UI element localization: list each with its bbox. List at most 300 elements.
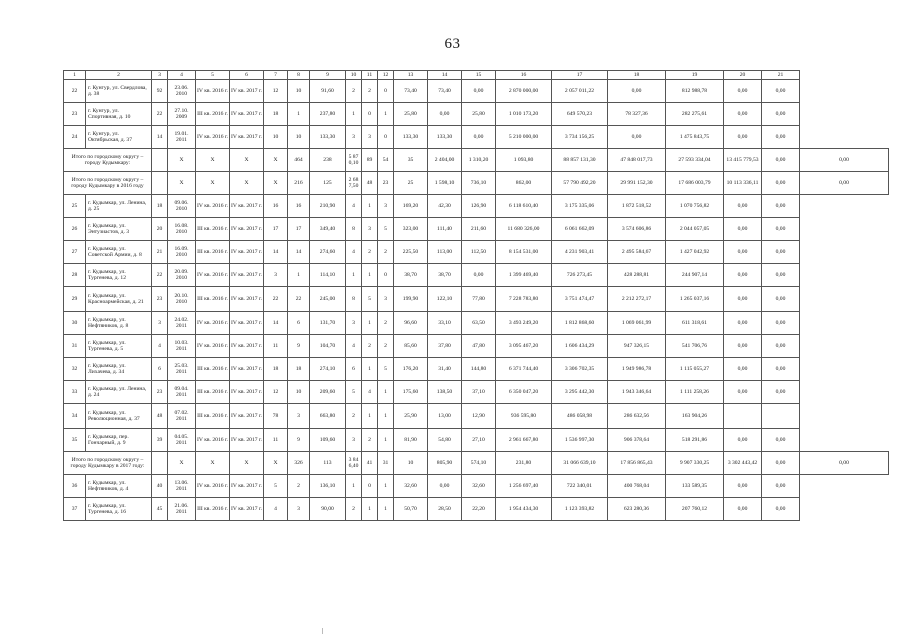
table-cell: 1 <box>378 404 394 429</box>
total-label: Итого по городскому округу – городу Кудымкару: <box>64 149 152 172</box>
table-cell: X <box>168 172 196 195</box>
table-cell: 20.09. 2010 <box>168 264 196 287</box>
table-cell: 5 <box>378 358 394 381</box>
table-cell: 6 350 047,20 <box>496 381 552 404</box>
table-cell: 3 <box>346 126 362 149</box>
table-cell: 3 751 474,47 <box>552 287 608 312</box>
table-cell: 0,00 <box>762 381 800 404</box>
table-cell: 3 493 249,20 <box>496 312 552 335</box>
table-cell: IV кв. 2016 г. <box>196 80 230 103</box>
table-cell: IV кв. 2017 г. <box>230 404 264 429</box>
table-cell: 0,00 <box>762 498 800 521</box>
total-label: Итого по городскому округу – городу Кудымкару в 2017 году: <box>64 452 152 475</box>
table-cell: 5 <box>362 287 378 312</box>
table-cell: 1 <box>362 498 378 521</box>
table-cell: 1 949 986,78 <box>608 358 666 381</box>
table-row <box>64 103 889 126</box>
table-cell: 0,00 <box>800 172 889 195</box>
table-cell: 169,20 <box>394 195 428 218</box>
table-cell: 0,00 <box>762 335 800 358</box>
table-cell: 1 606 434,29 <box>552 335 608 358</box>
table-cell: 17 <box>264 218 288 241</box>
table-cell: 1 070 756,82 <box>666 195 724 218</box>
header-cell: 1 <box>64 71 86 80</box>
table-cell: 4 <box>346 335 362 358</box>
address-cell: г. Кудымкар, ул. Нефтяников, д. 8 <box>86 312 152 335</box>
table-cell: 4 <box>346 195 362 218</box>
table-cell: 6 061 662,09 <box>552 218 608 241</box>
table-cell: 2 044 057,05 <box>666 218 724 241</box>
table-cell: IV кв. 2017 г. <box>230 358 264 381</box>
table-cell: III кв. 2016 г. <box>196 404 230 429</box>
header-cell: 3 <box>152 71 168 80</box>
address-cell: г. Кунгур, ул. Спортивная, д. 10 <box>86 103 152 126</box>
table-cell: 48 <box>362 172 378 195</box>
table-cell: 0,00 <box>724 381 762 404</box>
table-cell: 4 <box>152 335 168 358</box>
table-cell: 0,00 <box>762 358 800 381</box>
table-cell: 31 <box>64 335 86 358</box>
table-cell: 5 210 000,00 <box>496 126 552 149</box>
table-row <box>64 335 889 358</box>
table-cell: 10 <box>288 80 310 103</box>
table-cell: 112,50 <box>462 241 496 264</box>
table-cell: 122,10 <box>428 287 462 312</box>
table-cell: 1 <box>362 404 378 429</box>
address-cell: г. Кудымкар, ул. Советской Армии, д. 8 <box>86 241 152 264</box>
table-cell: 133,30 <box>394 126 428 149</box>
table-cell: 0,00 <box>724 80 762 103</box>
table-cell: 2 <box>378 241 394 264</box>
table-cell: 22 <box>64 80 86 103</box>
table-cell: 22 <box>152 103 168 126</box>
table-cell: 125 <box>310 172 346 195</box>
address-cell: г. Кудымкар, ул. Тургенева, д. 12 <box>86 264 152 287</box>
table-row <box>64 381 889 404</box>
table-cell: 1 115 055,27 <box>666 358 724 381</box>
table-cell: 0,00 <box>762 241 800 264</box>
table-cell: 722 340,01 <box>552 475 608 498</box>
table-cell: 0,00 <box>724 103 762 126</box>
header-cell: 15 <box>462 71 496 80</box>
table-cell: 1 399 469,40 <box>496 264 552 287</box>
table-cell: 30 <box>64 312 86 335</box>
table-cell: 63,50 <box>462 312 496 335</box>
table-cell: 0,00 <box>724 126 762 149</box>
address-cell: г. Кудымкар, ул. Тургенева, д. 16 <box>86 498 152 521</box>
table-cell: 17 686 003,79 <box>666 172 724 195</box>
table-cell: 0,00 <box>800 149 889 172</box>
data-table <box>63 70 889 521</box>
table-cell: 9 <box>288 335 310 358</box>
table-cell: 11 680 326,00 <box>496 218 552 241</box>
table-cell: 3 <box>288 404 310 429</box>
table-cell: 42,30 <box>428 195 462 218</box>
table-cell: 20.10. 2010 <box>168 287 196 312</box>
table-cell: IV кв. 2017 г. <box>230 429 264 452</box>
table-cell: 0,00 <box>724 312 762 335</box>
address-cell: г. Кудымкар, ул. Нефтяников, д. 4 <box>86 475 152 498</box>
table-cell: 209,60 <box>310 381 346 404</box>
table-cell: 3 095 467,20 <box>496 335 552 358</box>
table-cell: 25,80 <box>394 103 428 126</box>
table-cell <box>152 172 168 195</box>
table-cell: 18 <box>152 195 168 218</box>
table-cell: 1 <box>378 475 394 498</box>
table-cell: 0,00 <box>762 218 800 241</box>
header-cell: 5 <box>196 71 230 80</box>
table-cell: 5 <box>264 475 288 498</box>
table-cell: 54 <box>378 149 394 172</box>
table-cell: 0,00 <box>608 80 666 103</box>
table-cell: 486 058,98 <box>552 404 608 429</box>
total-row <box>64 149 889 172</box>
table-cell: 175,60 <box>394 381 428 404</box>
table-cell: 0,00 <box>762 287 800 312</box>
table-cell: 13 415 779,53 <box>724 149 762 172</box>
table-cell: 04.05. 2011 <box>168 429 196 452</box>
table-cell: 4 <box>346 241 362 264</box>
header-cell: 7 <box>264 71 288 80</box>
table-cell: 0,00 <box>724 475 762 498</box>
table-cell: X <box>264 172 288 195</box>
table-cell: 27 593 334,04 <box>666 149 724 172</box>
table-cell: 5 <box>378 218 394 241</box>
table-cell: 18 <box>288 358 310 381</box>
table-cell: 37,10 <box>462 381 496 404</box>
table-cell: 57 790 492,20 <box>552 172 608 195</box>
table-cell: 2 <box>378 335 394 358</box>
table-cell: 0,00 <box>762 149 800 172</box>
table-cell: 1 069 061,99 <box>608 312 666 335</box>
table-cell: 8 <box>346 287 362 312</box>
table-cell: 0,00 <box>762 172 800 195</box>
table-cell: 0,00 <box>762 195 800 218</box>
table-cell: 216 <box>288 172 310 195</box>
table-cell: IV кв. 2017 г. <box>230 498 264 521</box>
address-cell: г. Кунгур, ул. Свердлова, д. 38 <box>86 80 152 103</box>
table-cell: 245,00 <box>310 287 346 312</box>
table-cell: 12 <box>264 381 288 404</box>
table-cell: 3 <box>264 264 288 287</box>
table-cell: 1 <box>362 358 378 381</box>
table-cell: IV кв. 2016 г. <box>196 429 230 452</box>
table-cell: 32 <box>64 358 86 381</box>
table-cell: 1 475 843,75 <box>666 126 724 149</box>
table-cell: 26 <box>64 218 86 241</box>
table-cell: X <box>264 149 288 172</box>
header-cell: 12 <box>378 71 394 80</box>
table-cell: 10 <box>394 452 428 475</box>
table-cell: 0 <box>378 80 394 103</box>
table-cell: 1 536 997,30 <box>552 429 608 452</box>
table-cell: 0,00 <box>762 264 800 287</box>
table-cell: 89 <box>362 149 378 172</box>
address-cell: г. Кудымкар, ул. Красноармейская, д. 21 <box>86 287 152 312</box>
table-row <box>64 429 889 452</box>
table-cell: 3 574 606,86 <box>608 218 666 241</box>
table-cell: 17 856 865,43 <box>608 452 666 475</box>
table-cell: 812 988,78 <box>666 80 724 103</box>
table-cell: 611 318,61 <box>666 312 724 335</box>
table-cell: 2 <box>378 312 394 335</box>
table-cell: 274,10 <box>310 358 346 381</box>
header-cell: 16 <box>496 71 552 80</box>
table-cell: 31,40 <box>428 358 462 381</box>
table-cell: IV кв. 2016 г. <box>196 264 230 287</box>
table-cell: 96,60 <box>394 312 428 335</box>
table-cell: X <box>196 452 230 475</box>
table-cell: 07.02. 2011 <box>168 404 196 429</box>
table-cell: IV кв. 2016 г. <box>196 195 230 218</box>
table-cell: 2 <box>346 498 362 521</box>
table-cell: 574,10 <box>462 452 496 475</box>
table-cell: 1 <box>346 103 362 126</box>
header-cell: 6 <box>230 71 264 80</box>
table-row <box>64 218 889 241</box>
table-cell: 13.06. 2011 <box>168 475 196 498</box>
table-cell: 0,00 <box>462 126 496 149</box>
table-cell: 36 <box>64 475 86 498</box>
table-cell: 14 <box>288 241 310 264</box>
table-cell: X <box>230 452 264 475</box>
table-cell: 09.04. 2011 <box>168 381 196 404</box>
table-cell: 24 <box>64 126 86 149</box>
table-cell: 22 <box>288 287 310 312</box>
table-cell: 0,00 <box>800 452 889 475</box>
table-cell: 1 111 258,26 <box>666 381 724 404</box>
address-cell: г. Кудымкар, ул. Ленина, д. 24 <box>86 381 152 404</box>
table-cell: 29 <box>64 287 86 312</box>
table-cell: 906 378,64 <box>608 429 666 452</box>
table-cell: IV кв. 2017 г. <box>230 218 264 241</box>
table-cell: 199,90 <box>394 287 428 312</box>
table-cell: 4 <box>362 381 378 404</box>
table-cell: 29 991 152,30 <box>608 172 666 195</box>
table-cell: 2 <box>288 475 310 498</box>
table-cell: 326 <box>288 452 310 475</box>
table-cell: 113,00 <box>428 241 462 264</box>
table-cell: 18 <box>264 358 288 381</box>
table-cell: 2 <box>362 241 378 264</box>
table-row <box>64 126 889 149</box>
table-cell: 2 687,50 <box>346 172 362 195</box>
table-cell: 23.06. 2010 <box>168 80 196 103</box>
table-cell: 14 <box>264 312 288 335</box>
table-cell: 19.01. 2011 <box>168 126 196 149</box>
table-cell: 31 <box>378 452 394 475</box>
table-cell: 163 904,26 <box>666 404 724 429</box>
table-cell: 39 <box>152 429 168 452</box>
table-cell: 1 <box>288 103 310 126</box>
table-cell: 2 404,00 <box>428 149 462 172</box>
table-cell: 11 <box>264 429 288 452</box>
table-cell: 207 760,12 <box>666 498 724 521</box>
table-cell: 1 812 868,60 <box>552 312 608 335</box>
table-cell: 0,00 <box>428 475 462 498</box>
header-cell: 8 <box>288 71 310 80</box>
table-cell: 2 <box>362 429 378 452</box>
table-cell: 3 <box>378 287 394 312</box>
table-cell: IV кв. 2017 г. <box>230 381 264 404</box>
table-cell: 41 <box>362 452 378 475</box>
table-cell: 231,80 <box>496 452 552 475</box>
table-cell: 3 306 702,35 <box>552 358 608 381</box>
table-cell: 133 589,35 <box>666 475 724 498</box>
table-cell: 40 <box>152 475 168 498</box>
table-row <box>64 195 889 218</box>
table-cell: 27 <box>64 241 86 264</box>
table-cell: 0,00 <box>724 429 762 452</box>
table-cell: 0,00 <box>762 429 800 452</box>
table-cell: 2 870 000,00 <box>496 80 552 103</box>
page-number: 63 <box>444 36 461 52</box>
table-cell: III кв. 2016 г. <box>196 241 230 264</box>
table-cell: 23 <box>64 103 86 126</box>
table-cell: 2 <box>346 80 362 103</box>
table-cell: 136,10 <box>310 475 346 498</box>
table-cell: 92 <box>152 80 168 103</box>
table-cell: 88 857 131,30 <box>552 149 608 172</box>
address-cell: г. Кунгур, ул. Октябрьская, д. 37 <box>86 126 152 149</box>
header-cell: 20 <box>724 71 762 80</box>
table-cell: 1 <box>346 264 362 287</box>
table-cell: 5 870,10 <box>346 149 362 172</box>
table-cell: 1 872 518,52 <box>608 195 666 218</box>
table-cell: 0,00 <box>724 195 762 218</box>
table-cell: 16.09. 2010 <box>168 241 196 264</box>
table-cell: 0,00 <box>762 80 800 103</box>
table-cell: 1 <box>378 103 394 126</box>
table-cell: 35 <box>64 429 86 452</box>
table-cell: 90,00 <box>310 498 346 521</box>
header-cell: 9 <box>310 71 346 80</box>
table-cell: 0,00 <box>762 126 800 149</box>
table-cell: 2 <box>362 335 378 358</box>
table-cell: 14 <box>152 126 168 149</box>
table-cell: 35 <box>394 149 428 172</box>
table-cell: 27,10 <box>462 429 496 452</box>
table-cell: 32,60 <box>462 475 496 498</box>
table-cell: 1 <box>362 195 378 218</box>
table-cell: 3 <box>346 312 362 335</box>
table-cell: 663,80 <box>310 404 346 429</box>
table-cell: III кв. 2016 г. <box>196 218 230 241</box>
table-cell: 1 <box>378 381 394 404</box>
table-cell: IV кв. 2017 г. <box>230 475 264 498</box>
table-cell: 22 <box>264 287 288 312</box>
table-cell: 25.03. 2011 <box>168 358 196 381</box>
address-cell: г. Кудымкар, ул. Революционная, д. 37 <box>86 404 152 429</box>
table-cell: IV кв. 2017 г. <box>230 264 264 287</box>
table-cell: 3 <box>362 126 378 149</box>
table-cell: 133,30 <box>428 126 462 149</box>
total-label: Итого по городскому округу – городу Кудымкару в 2016 году <box>64 172 152 195</box>
header-cell: 21 <box>762 71 800 80</box>
table-cell: IV кв. 2017 г. <box>230 80 264 103</box>
table-cell: 0,00 <box>724 358 762 381</box>
header-cell: 17 <box>552 71 608 80</box>
table-cell: 736,10 <box>462 172 496 195</box>
table-cell: 225,50 <box>394 241 428 264</box>
table-cell: IV кв. 2017 г. <box>230 195 264 218</box>
table-cell: 81,90 <box>394 429 428 452</box>
table-cell: 1 123 393,82 <box>552 498 608 521</box>
table-cell: 0,00 <box>608 126 666 149</box>
address-cell: г. Кудымкар, ул. Лихачева, д. 34 <box>86 358 152 381</box>
table-cell: X <box>264 452 288 475</box>
table-cell: 7 228 783,80 <box>496 287 552 312</box>
table-cell: X <box>230 172 264 195</box>
table-cell: 37 <box>64 498 86 521</box>
table-cell <box>152 149 168 172</box>
table-cell: 0 <box>362 103 378 126</box>
table-cell: 6 118 610,40 <box>496 195 552 218</box>
table-cell: 27.10. 2009 <box>168 103 196 126</box>
table-cell: 2 961 667,80 <box>496 429 552 452</box>
table-cell: 244 907,14 <box>666 264 724 287</box>
table-cell: 2 <box>346 404 362 429</box>
table-cell: 1 265 037,16 <box>666 287 724 312</box>
table-cell: 131,70 <box>310 312 346 335</box>
table-cell: 2 057 011,22 <box>552 80 608 103</box>
table-cell: 09.06. 2010 <box>168 195 196 218</box>
table-cell: 23 <box>152 381 168 404</box>
table-cell: 3 175 335,06 <box>552 195 608 218</box>
table-cell: 0,00 <box>428 103 462 126</box>
table-cell: 0,00 <box>724 264 762 287</box>
table-cell: IV кв. 2016 г. <box>196 335 230 358</box>
table-cell: 111,40 <box>428 218 462 241</box>
table-cell: 3 <box>288 498 310 521</box>
table-cell: 1 943 346,64 <box>608 381 666 404</box>
table-cell: IV кв. 2017 г. <box>230 287 264 312</box>
address-cell: г. Кудымкар, пер. Гончарный, д. 9 <box>86 429 152 452</box>
table-row <box>64 475 889 498</box>
table-cell: IV кв. 2016 г. <box>196 312 230 335</box>
table-cell: 9 <box>288 429 310 452</box>
table-cell: 1 <box>362 312 378 335</box>
table-cell: 238 <box>310 149 346 172</box>
table-cell: 6 <box>152 358 168 381</box>
table-cell: 2 <box>362 80 378 103</box>
header-cell: 13 <box>394 71 428 80</box>
table-cell: 85,60 <box>394 335 428 358</box>
table-cell: 623 280,36 <box>608 498 666 521</box>
table-cell: 428 288,81 <box>608 264 666 287</box>
table-header-row <box>64 71 889 80</box>
table-cell: 32,60 <box>394 475 428 498</box>
table-cell: 78 327,36 <box>608 103 666 126</box>
table-cell: 726 273,45 <box>552 264 608 287</box>
table-cell: 274,60 <box>310 241 346 264</box>
table-cell: III кв. 2016 г. <box>196 498 230 521</box>
table-cell: 126,90 <box>462 195 496 218</box>
total-row <box>64 452 889 475</box>
table-cell: 54,80 <box>428 429 462 452</box>
header-cell: 11 <box>362 71 378 80</box>
table-cell: 286 632,56 <box>608 404 666 429</box>
table-cell: 8 <box>346 218 362 241</box>
table-cell: 237,80 <box>310 103 346 126</box>
table-cell: 37,80 <box>428 335 462 358</box>
table-cell: 464 <box>288 149 310 172</box>
table-cell: 48 <box>152 404 168 429</box>
table-row <box>64 264 889 287</box>
address-cell: г. Кудымкар, ул. Энтузиастов, д. 3 <box>86 218 152 241</box>
header-cell: 14 <box>428 71 462 80</box>
table-cell: 73,40 <box>428 80 462 103</box>
